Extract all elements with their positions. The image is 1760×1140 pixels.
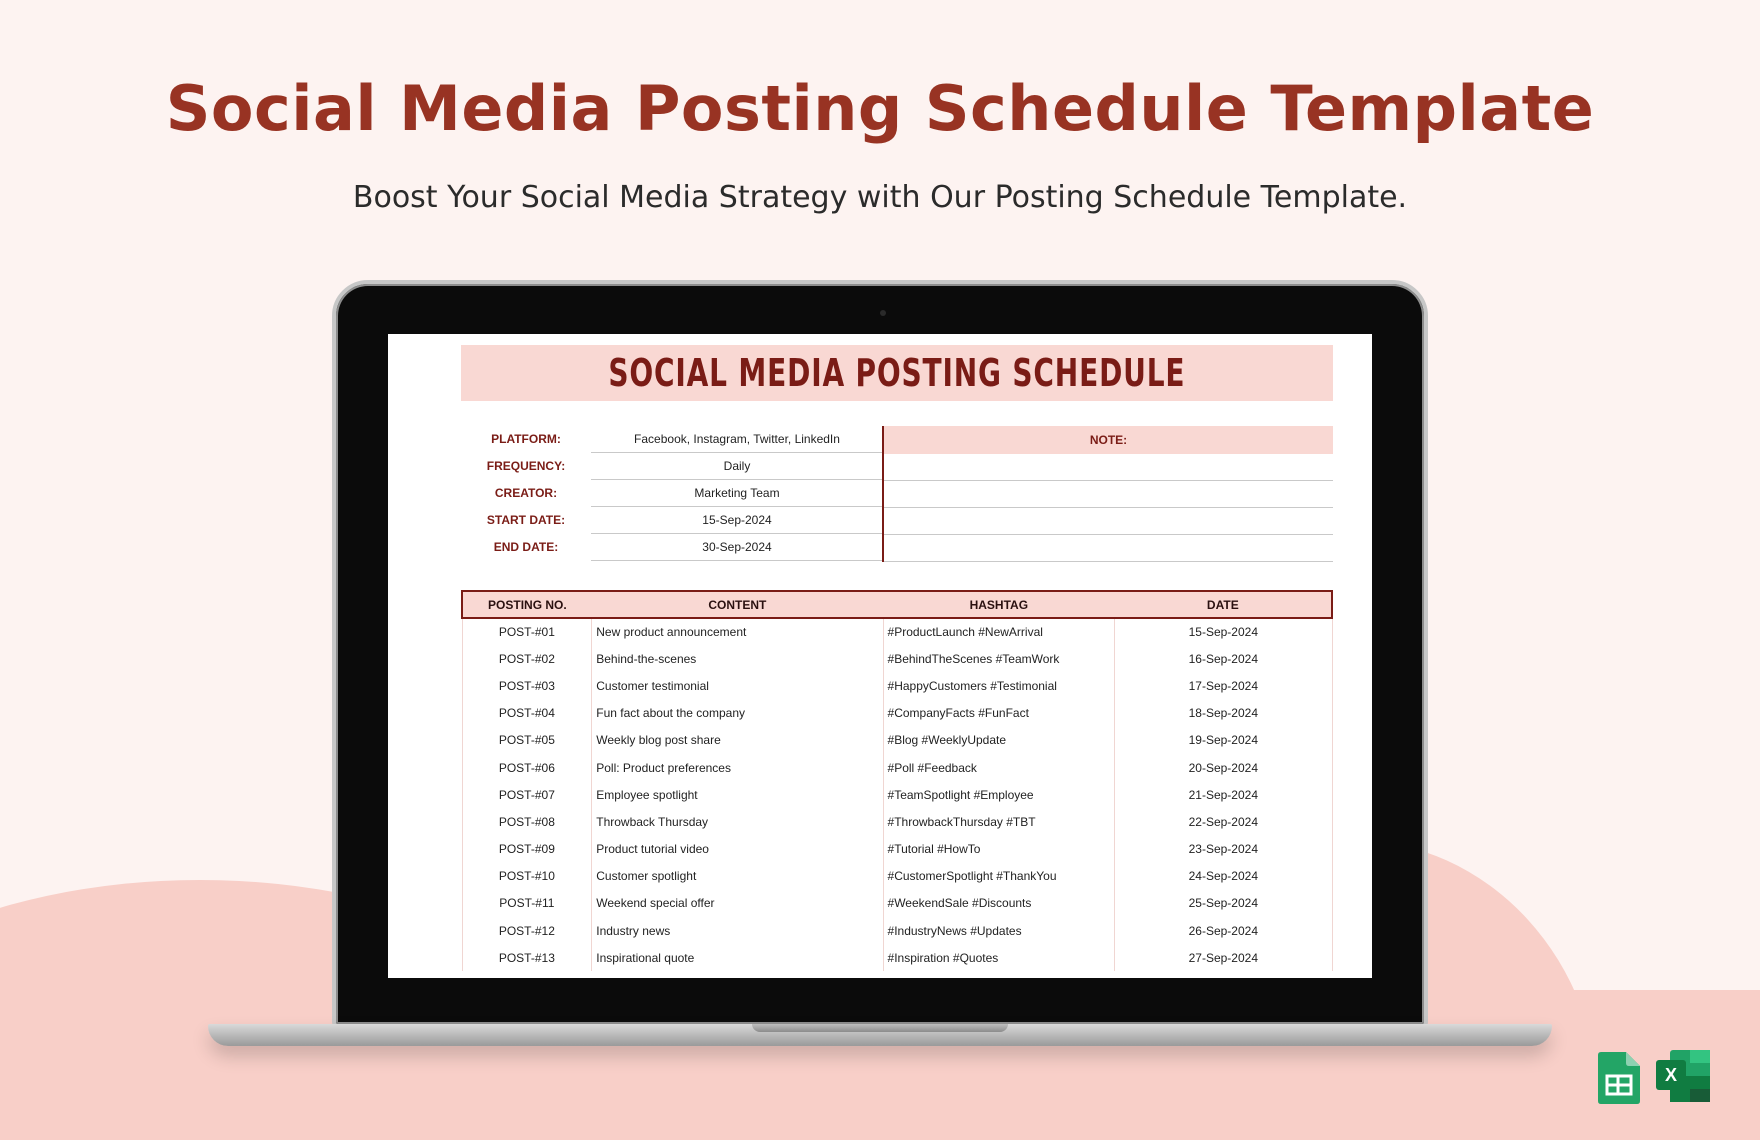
posting-no-cell[interactable]: POST-#07 [462,781,592,808]
posting-no-cell[interactable]: POST-#10 [462,863,592,890]
info-label: PLATFORM: [491,432,561,446]
table-body [462,618,1332,971]
column-header-date[interactable]: DATE [1115,591,1332,618]
content-cell[interactable]: Throwback Thursday [592,808,883,835]
google-sheets-icon [1598,1052,1640,1104]
hashtag-cell[interactable]: #HappyCustomers #Testimonial [883,672,1115,699]
date-cell[interactable]: 23-Sep-2024 [1115,836,1332,863]
info-row-frequency [461,453,921,480]
table-row[interactable] [462,781,1332,808]
content-cell[interactable]: Industry news [592,917,883,944]
column-header-posting-no[interactable]: POSTING NO. [462,591,592,618]
hashtag-cell[interactable]: #CompanyFacts #FunFact [883,700,1115,727]
content-cell[interactable]: Behind-the-scenes [592,645,883,672]
info-label: START DATE: [486,513,566,527]
table-row[interactable] [462,944,1332,971]
date-cell[interactable]: 20-Sep-2024 [1115,754,1332,781]
date-cell[interactable]: 27-Sep-2024 [1115,944,1332,971]
hashtag-cell[interactable]: #IndustryNews #Updates [883,917,1115,944]
note-header: NOTE: [884,426,1333,454]
posting-no-cell[interactable]: POST-#09 [462,836,592,863]
hashtag-cell[interactable]: #Blog #WeeklyUpdate [883,727,1115,754]
posting-no-cell[interactable]: POST-#02 [462,645,592,672]
posting-no-cell[interactable]: POST-#11 [462,890,592,917]
date-cell[interactable]: 15-Sep-2024 [1115,618,1332,645]
note-line[interactable] [884,480,1333,481]
date-cell[interactable]: 16-Sep-2024 [1115,645,1332,672]
table-row[interactable] [462,645,1332,672]
info-value-cell[interactable]: Facebook, Instagram, Twitter, LinkedIn [591,426,883,453]
date-cell[interactable]: 17-Sep-2024 [1115,672,1332,699]
posting-no-cell[interactable]: POST-#05 [462,727,592,754]
date-cell[interactable]: 25-Sep-2024 [1115,890,1332,917]
table-row[interactable] [462,890,1332,917]
content-cell[interactable]: Weekly blog post share [592,727,883,754]
hashtag-cell[interactable]: #TeamSpotlight #Employee [883,781,1115,808]
laptop-screen [388,334,1372,978]
posting-no-cell[interactable]: POST-#01 [462,618,592,645]
info-row-creator [461,480,921,507]
content-cell[interactable]: Product tutorial video [592,836,883,863]
info-value-cell[interactable]: Marketing Team [591,480,883,507]
posting-no-cell[interactable]: POST-#04 [462,700,592,727]
content-cell[interactable]: Fun fact about the company [592,700,883,727]
hashtag-cell[interactable]: #WeekendSale #Discounts [883,890,1115,917]
date-cell[interactable]: 19-Sep-2024 [1115,727,1332,754]
info-value-cell[interactable]: 15-Sep-2024 [591,507,883,534]
info-label: CREATOR: [494,486,558,500]
note-line[interactable] [884,507,1333,508]
table-row[interactable] [462,727,1332,754]
page-subtitle: Boost Your Social Media Strategy with Our Posting Schedule Template. [352,180,1408,215]
hashtag-cell[interactable]: #Poll #Feedback [883,754,1115,781]
date-cell[interactable]: 24-Sep-2024 [1115,863,1332,890]
info-value-cell[interactable]: Daily [591,453,883,480]
posting-no-cell[interactable]: POST-#03 [462,672,592,699]
table-row[interactable] [462,618,1332,645]
hashtag-cell[interactable]: #BehindTheScenes #TeamWork [883,645,1115,672]
column-header-hashtag[interactable]: HASHTAG [883,591,1115,618]
microsoft-excel-icon [1656,1050,1710,1102]
hashtag-cell[interactable]: #ThrowbackThursday #TBT [883,808,1115,835]
info-label: END DATE: [493,540,559,554]
table-row[interactable] [462,917,1332,944]
laptop-notch [752,1024,1008,1032]
date-cell[interactable]: 22-Sep-2024 [1115,808,1332,835]
posting-no-cell[interactable]: POST-#12 [462,917,592,944]
table-header-row [462,591,1332,618]
info-row-platform [461,426,921,453]
content-cell[interactable]: Customer testimonial [592,672,883,699]
webcam-dot [880,310,886,316]
table-row[interactable] [462,808,1332,835]
info-label: FREQUENCY: [486,459,566,473]
posting-no-cell[interactable]: POST-#13 [462,944,592,971]
posting-table [461,590,1333,971]
content-cell[interactable]: Poll: Product preferences [592,754,883,781]
table-row[interactable] [462,672,1332,699]
info-value-cell[interactable]: 30-Sep-2024 [591,534,883,561]
hashtag-cell[interactable]: #CustomerSpotlight #ThankYou [883,863,1115,890]
hashtag-cell[interactable]: #ProductLaunch #NewArrival [883,618,1115,645]
content-cell[interactable]: Inspirational quote [592,944,883,971]
hashtag-cell[interactable]: #Inspiration #Quotes [883,944,1115,971]
content-cell[interactable]: Employee spotlight [592,781,883,808]
column-header-content[interactable]: CONTENT [592,591,883,618]
note-line[interactable] [884,534,1333,535]
content-cell[interactable]: Weekend special offer [592,890,883,917]
date-cell[interactable]: 21-Sep-2024 [1115,781,1332,808]
info-row-start-date [461,507,921,534]
sheet-title [461,345,1333,401]
table-row[interactable] [462,836,1332,863]
sheet-title-text: SOCIAL MEDIA POSTING SCHEDULE [608,351,1186,395]
page-title: Social Media Posting Schedule Template [165,72,1595,145]
date-cell[interactable]: 18-Sep-2024 [1115,700,1332,727]
note-line[interactable] [884,561,1333,562]
posting-no-cell[interactable]: POST-#06 [462,754,592,781]
table-row[interactable] [462,754,1332,781]
table-row[interactable] [462,863,1332,890]
date-cell[interactable]: 26-Sep-2024 [1115,917,1332,944]
content-cell[interactable]: Customer spotlight [592,863,883,890]
hashtag-cell[interactable]: #Tutorial #HowTo [883,836,1115,863]
excel-icon-letter: X [1664,1065,1677,1085]
content-cell[interactable]: New product announcement [592,618,883,645]
info-row-end-date [461,534,921,561]
posting-no-cell[interactable]: POST-#08 [462,808,592,835]
table-row[interactable] [462,700,1332,727]
